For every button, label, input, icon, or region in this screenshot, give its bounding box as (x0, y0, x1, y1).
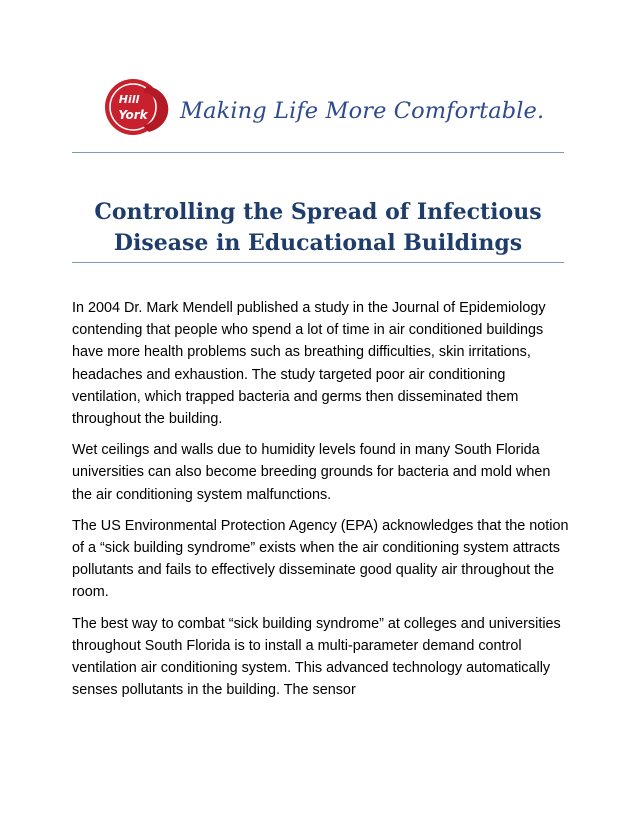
company-logo (103, 76, 543, 138)
document-body (72, 297, 572, 710)
document-title: Controlling the Spread of Infectious Disease in Educational Buildings (94, 199, 542, 256)
title-divider (72, 262, 564, 263)
company-tagline: Making Life More Comfortable. (180, 98, 545, 124)
logo-word-hill: Hill (118, 93, 140, 106)
header-divider (72, 152, 564, 153)
paragraph: In 2004 Dr. Mark Mendell published a study in the Journal of Epidemiology contending that people who spend a lot of time in air conditioned buildings have more health problems such as breathing difficulties, skin irritations, headaches and exhaustion. The study targeted poor air conditioning ventilation, which trapped bacteria and germs then disseminated them throughout the building. (72, 300, 546, 428)
hill-york-badge-icon (103, 76, 177, 138)
paragraph: Wet ceilings and walls due to humidity levels found in many South Florida universities can also become breeding grounds for bacteria and mold when the air conditioning system malfunctions. (72, 442, 551, 503)
paragraph: The US Environmental Protection Agency (EPA) acknowledges that the notion of a “sick building syndrome” exists when the air conditioning system attracts pollutants and fails to effectively disseminate good quality air throughout the room. (72, 517, 569, 601)
paragraph: The best way to combat “sick building syndrome” at colleges and universities throughout South Florida is to install a multi-parameter demand control ventilation air conditioning system. This advanced technology automatically senses pollutants in the building. The sensor (72, 615, 561, 699)
logo-word-york: York (118, 108, 148, 122)
